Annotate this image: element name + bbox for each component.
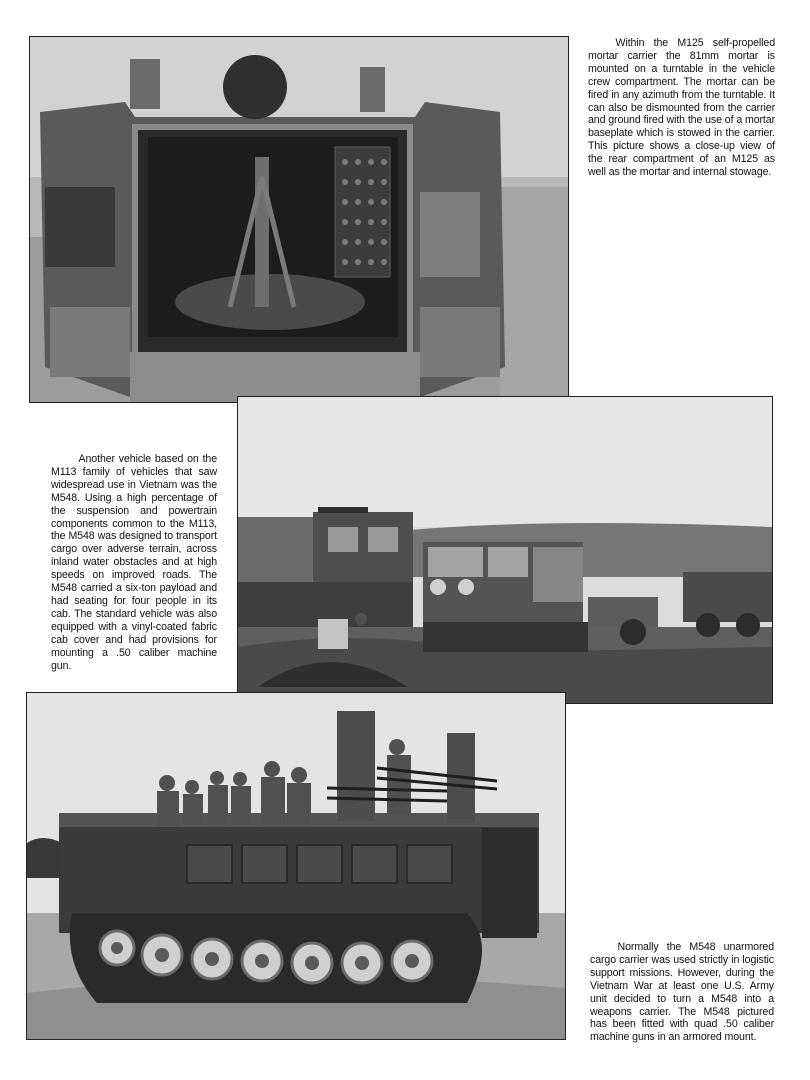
photo-m125-rear-compartment: [29, 36, 569, 403]
photo-m548-convoy: [237, 396, 773, 704]
m125-rear-photo-image: [30, 37, 568, 402]
m548-convoy-photo-image: [238, 397, 772, 703]
caption-m548-armed: Normally the M548 unarmored cargo carrier was used strictly in logistic support missions. However, during the Vietnam War at least one U.S. Army unit decided to turn a M548 into a weapons carrier. The M548 pictured has been fitted with quad .50 caliber machine guns in an armored mount.: [590, 941, 774, 1044]
photo-m548-quad-50: [26, 692, 566, 1040]
caption-m125: Within the M125 self-propelled mortar carrier the 81mm mortar is mounted on a turntable in the vehicle crew compartment. The mortar can be fired in any azimuth from the turntable. It can also be dismounted from the carrier and ground fired with the use of a mortar baseplate which is stowed in the carrier. This picture shows a close-up view of the rear compartment of an M125 as well as the mortar and internal stowage.: [588, 37, 775, 179]
caption-m548: Another vehicle based on the M113 family of vehicles that saw widespread use in Vietnam was the M548. Using a high percentage of the suspension and powertrain components common to the M113, the M548 was designed to transport cargo over adverse terrain, across inland water obstacles and at high speeds on improved roads. The M548 carried a six-ton payload and had seating for four people in its cab. The standard vehicle was also equipped with a vinyl-coated fabric cab cover and had provisions for mounting a .50 caliber machine gun.: [51, 453, 217, 672]
m548-quad-50-photo-image: [27, 693, 565, 1039]
